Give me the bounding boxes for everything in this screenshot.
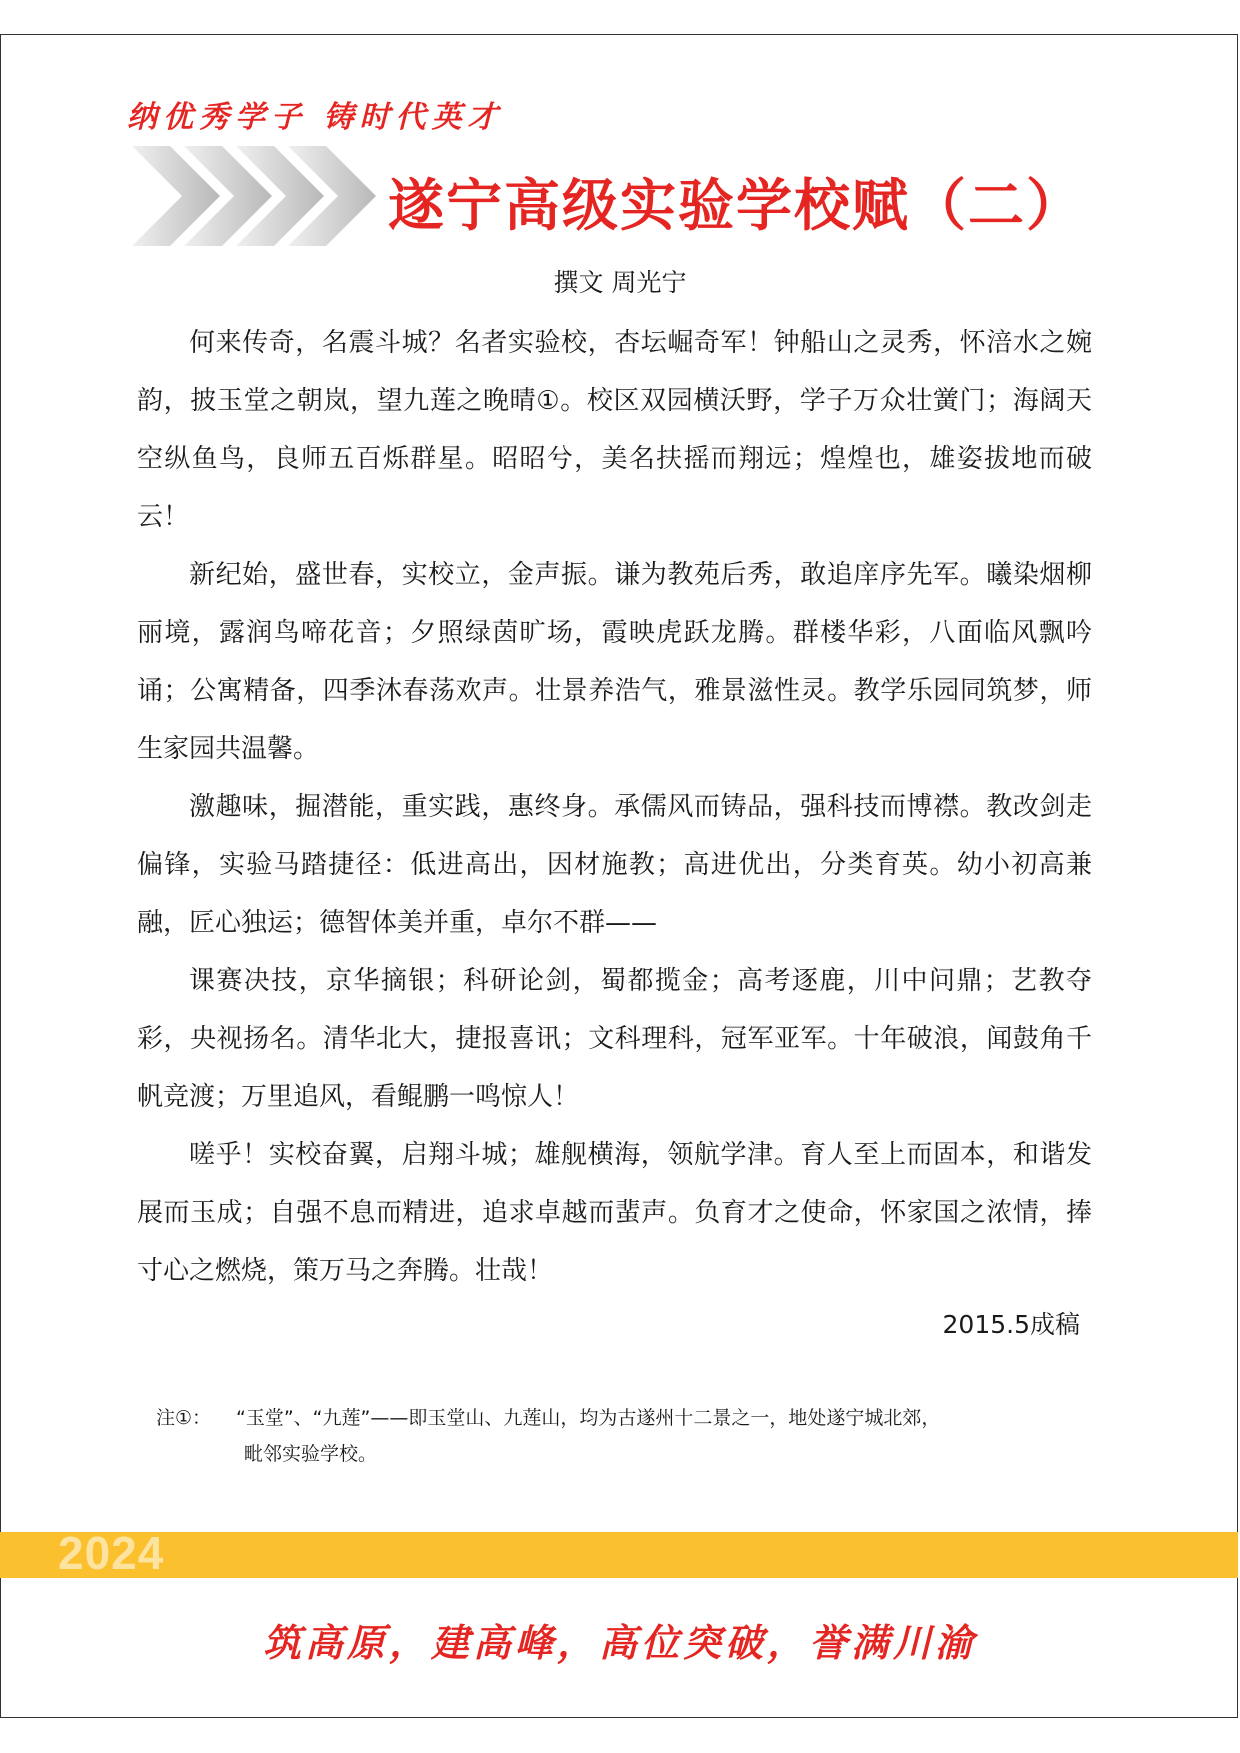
footnote	[156, 1400, 1086, 1472]
footnote-continuation: 毗邻实验学校。	[244, 1443, 378, 1465]
chevron-arrows-decoration	[132, 146, 382, 246]
author-line: 撰文 周光宁	[553, 268, 687, 297]
article-body	[137, 314, 1092, 1300]
school-motto: 纳优秀学子 铸时代英才	[127, 100, 504, 135]
footnote-label: 注①：	[156, 1407, 212, 1429]
paragraph: 嗟乎！实校奋翼，启翔斗城；雄舰横海，领航学津。育人至上而固本，和谐发展而玉成；自强不息而精进，追求卓越而蜚声。负育才之使命，怀家国之浓情，捧寸心之燃烧，策万马之奔腾。壮哉！	[137, 1140, 1092, 1286]
paragraph: 激趣味，掘潜能，重实践，惠终身。承儒风而铸品，强科技而博襟。教改剑走偏锋，实验马踏捷径：低进高出，因材施教；高进优出，分类育英。幼小初高兼融，匠心独运；德智体美并重，卓尔不群——	[137, 792, 1092, 938]
footnote-text: “玉堂”、“九莲”——即玉堂山、九莲山，均为古遂州十二景之一，地处遂宁城北郊，	[236, 1407, 941, 1429]
footer-band	[0, 1532, 1238, 1578]
paragraph: 新纪始，盛世春，实校立，金声振。谦为教苑后秀，敢追庠序先军。曦染烟柳丽境，露润鸟啼花音；夕照绿茵旷场，霞映虎跃龙腾。群楼华彩，八面临风飘吟诵；公寓精备，四季沐春荡欢声。壮景养浩气，雅景滋性灵。教学乐园同筑梦，师生家园共温馨。	[137, 560, 1092, 764]
page-title: 遂宁高级实验学校赋（二）	[388, 173, 1084, 239]
paragraph: 何来传奇，名震斗城？名者实验校，杏坛崛奇军！钟船山之灵秀，怀涪水之婉韵，披玉堂之朝岚，望九莲之晚晴①。校区双园横沃野，学子万众壮黉门；海阔天空纵鱼鸟，良师五百烁群星。昭昭兮，美名扶摇而翔远；煌煌也，雄姿拔地而破云！	[137, 328, 1092, 532]
paragraph: 课赛决技，京华摘银；科研论剑，蜀都揽金；高考逐鹿，川中问鼎；艺教夺彩，央视扬名。清华北大，捷报喜讯；文科理科，冠军亚军。十年破浪，闻鼓角千帆竞渡；万里追风，看鲲鹏一鸣惊人！	[137, 966, 1092, 1112]
footer-year: 2024	[58, 1527, 165, 1579]
draft-date: 2015.5成稿	[942, 1310, 1080, 1339]
footer-slogan: 筑高原，建高峰，高位突破，誉满川渝	[262, 1620, 977, 1665]
